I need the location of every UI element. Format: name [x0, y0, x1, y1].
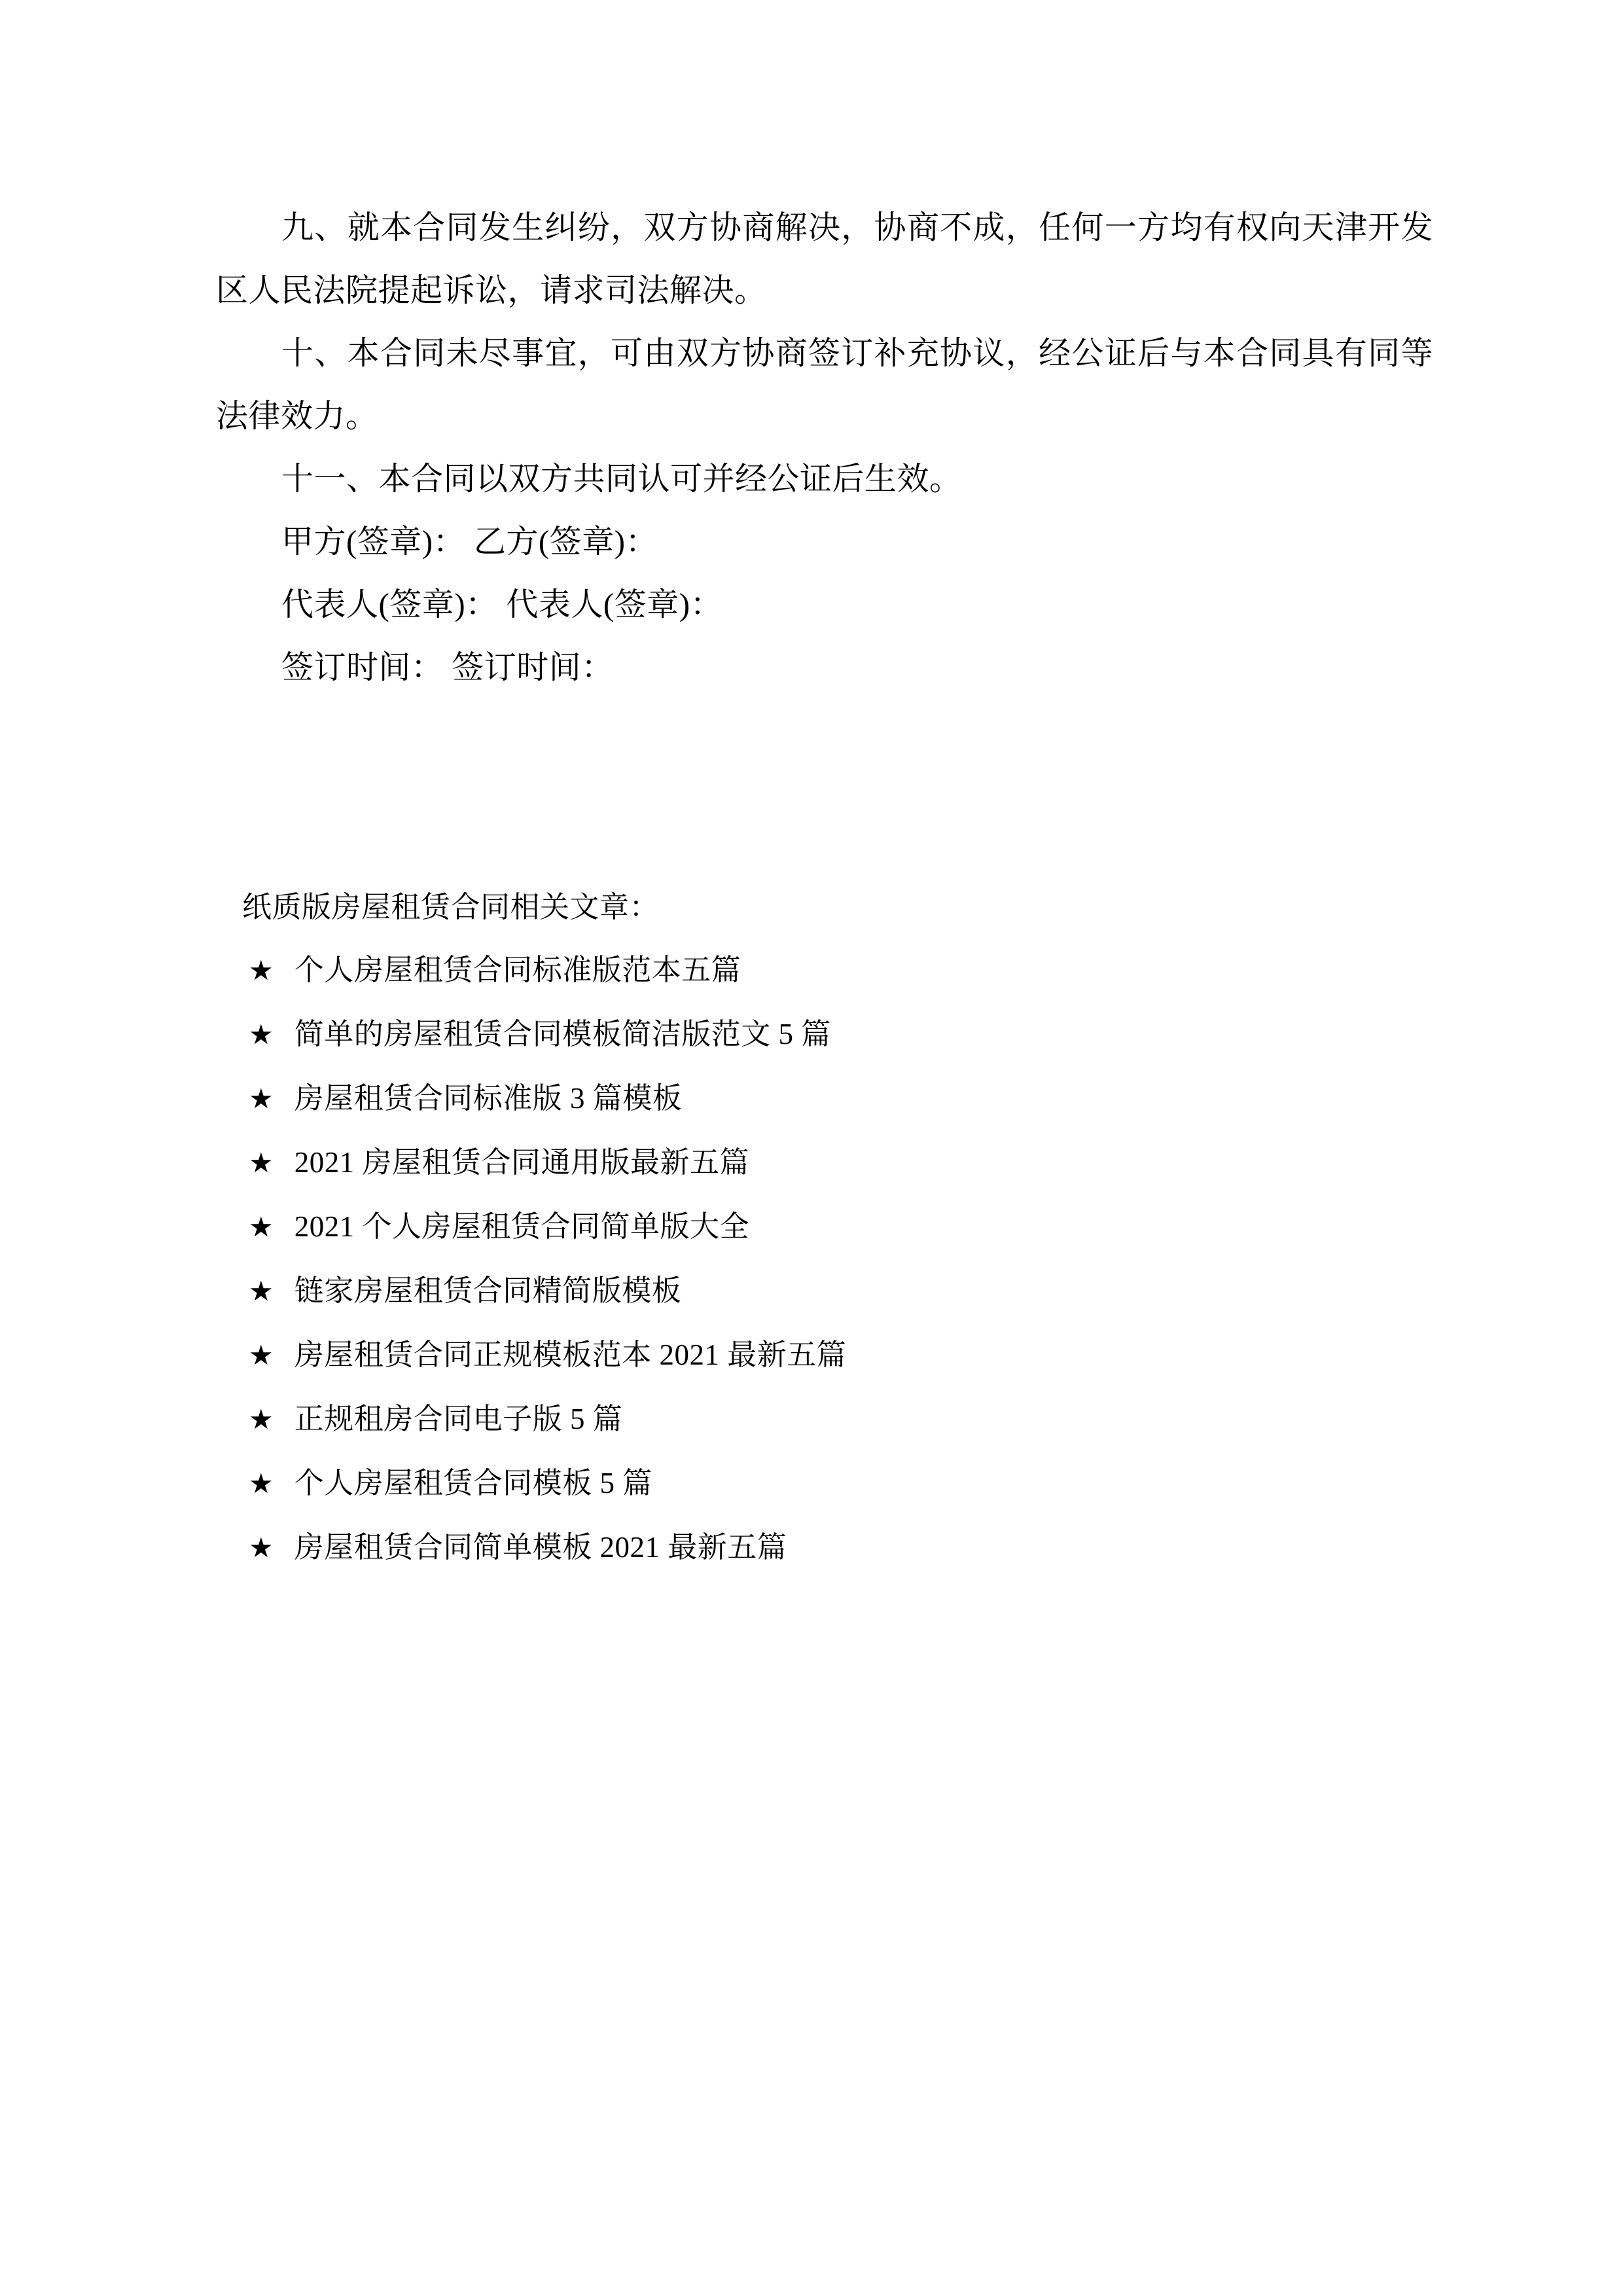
star-icon: ★: [249, 1277, 274, 1307]
related-article-link[interactable]: 个人房屋租赁合同模板 5 篇: [294, 1467, 652, 1499]
related-article-link[interactable]: 链家房屋租赁合同精简版模板: [294, 1274, 682, 1307]
list-item[interactable]: [216, 1388, 1433, 1452]
related-article-link[interactable]: 房屋租赁合同标准版 3 篇模板: [294, 1082, 683, 1115]
signature-line-parties: 甲方(签章)： 乙方(签章)：: [281, 524, 658, 560]
document-body: [216, 196, 1433, 1580]
star-icon: ★: [249, 1534, 274, 1564]
list-item[interactable]: [216, 1259, 1433, 1323]
signature-line-representatives: 代表人(签章)： 代表人(签章)：: [281, 586, 723, 622]
related-article-link[interactable]: 2021 个人房屋租赁合同简单版大全: [294, 1210, 750, 1243]
clause-paragraph-11: 十一、本合同以双方共同认可并经公证后生效。: [281, 461, 962, 497]
related-article-link[interactable]: 2021 房屋租赁合同通用版最新五篇: [294, 1146, 750, 1179]
list-item[interactable]: [216, 1131, 1433, 1195]
related-article-link[interactable]: 简单的房屋租赁合同模板简洁版范文 5 篇: [294, 1018, 831, 1050]
related-article-link[interactable]: 正规租房合同电子版 5 篇: [294, 1403, 623, 1435]
star-icon: ★: [249, 1469, 274, 1499]
star-icon: ★: [249, 1341, 274, 1371]
related-articles-title: 纸质版房屋租赁合同相关文章：: [242, 891, 660, 924]
list-item[interactable]: [216, 1516, 1433, 1580]
clause-paragraph-10: 十、本合同未尽事宜，可由双方协商签订补充协议，经公证后与本合同具有同等法律效力。: [216, 335, 1433, 434]
list-item[interactable]: [216, 1003, 1433, 1067]
list-item[interactable]: [216, 1195, 1433, 1259]
related-article-link[interactable]: 房屋租赁合同简单模板 2021 最新五篇: [294, 1531, 787, 1564]
star-icon: ★: [249, 1085, 274, 1115]
star-icon: ★: [249, 1020, 274, 1050]
list-item[interactable]: [216, 1452, 1433, 1516]
related-articles-list: [216, 939, 1433, 1580]
clause-paragraph-9: 九、就本合同发生纠纷，双方协商解决，协商不成，任何一方均有权向天津开发区人民法院提起诉讼，请求司法解决。: [216, 209, 1433, 308]
list-item[interactable]: [216, 939, 1433, 1003]
section-spacer: [216, 699, 1433, 876]
related-article-link[interactable]: 个人房屋租赁合同标准版范本五篇: [294, 954, 741, 986]
star-icon: ★: [249, 1149, 274, 1179]
star-icon: ★: [249, 956, 274, 986]
star-icon: ★: [249, 1405, 274, 1435]
list-item[interactable]: [216, 1067, 1433, 1131]
related-article-link[interactable]: 房屋租赁合同正规模板范本 2021 最新五篇: [294, 1338, 847, 1371]
signature-line-dates: 签订时间： 签订时间：: [281, 649, 614, 685]
list-item[interactable]: [216, 1323, 1433, 1388]
star-icon: ★: [249, 1213, 274, 1243]
